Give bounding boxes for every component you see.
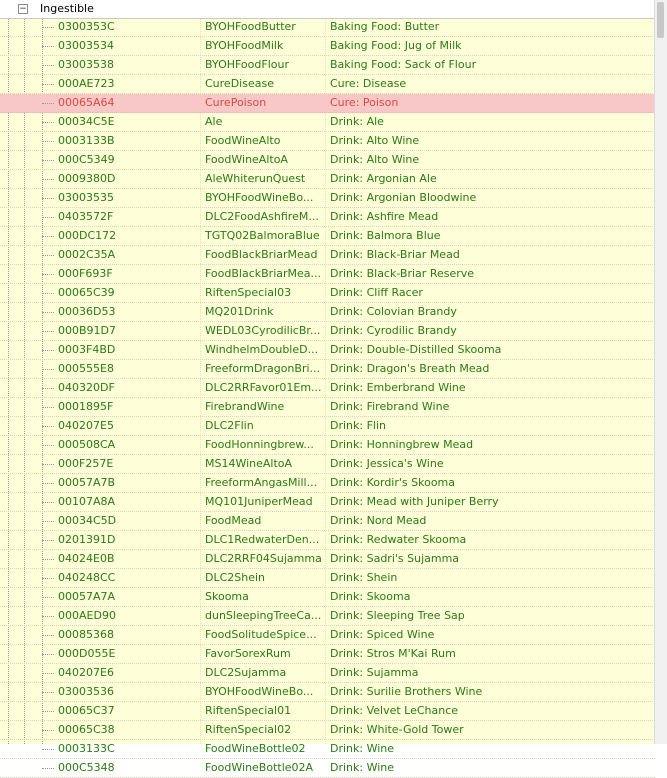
name-cell: Drink: Flin: [330, 419, 387, 432]
tree-connector: [42, 84, 54, 85]
form-id-cell: 00065C37: [58, 704, 115, 717]
table-row[interactable]: [0, 455, 655, 474]
form-id-cell: 0009380D: [58, 172, 116, 185]
table-row[interactable]: [0, 360, 655, 379]
editor-id-cell: FoodWineAlto: [205, 134, 281, 147]
tree-connector: [42, 597, 54, 598]
editor-id-cell: FavorSorexRum: [205, 647, 291, 660]
tree-connector: [42, 711, 54, 712]
tree-connector: [42, 160, 54, 161]
form-id-cell: 000DC172: [58, 229, 117, 242]
tree-connector: [42, 749, 54, 750]
form-id-cell: 0003F4BD: [58, 343, 116, 356]
name-cell: Drink: Argonian Bloodwine: [330, 191, 477, 204]
tree-connector: [42, 426, 54, 427]
editor-id-cell: FreeformAngasMill...: [205, 476, 318, 489]
table-row[interactable]: [0, 303, 655, 322]
editor-id-cell: DLC2RRF04Sujamma: [205, 552, 322, 565]
table-row[interactable]: [0, 512, 655, 531]
form-id-cell: 000C5348: [58, 761, 115, 774]
tree-connector: [42, 502, 54, 503]
form-id-cell: 000AED90: [58, 609, 116, 622]
form-id-cell: 000C5349: [58, 153, 115, 166]
tree-connector: [42, 312, 54, 313]
tree-connector: [42, 217, 54, 218]
tree-connector: [42, 46, 54, 47]
editor-id-cell: FoodHonningbrew...: [205, 438, 314, 451]
name-cell: Drink: Surilie Brothers Wine: [330, 685, 483, 698]
tree-connector: [42, 388, 54, 389]
record-list: [0, 18, 655, 778]
tree-connector: [42, 578, 54, 579]
editor-id-cell: DLC1RedwaterDen...: [205, 533, 320, 546]
table-row[interactable]: [0, 474, 655, 493]
name-cell: Drink: Skooma: [330, 590, 411, 603]
table-row[interactable]: [0, 170, 655, 189]
editor-id-cell: RiftenSpecial02: [205, 723, 292, 736]
editor-id-cell: WEDL03CyrodilicBr...: [205, 324, 321, 337]
name-cell: Drink: Sleeping Tree Sap: [330, 609, 465, 622]
form-id-cell: 03003536: [58, 685, 114, 698]
table-row[interactable]: [0, 265, 655, 284]
table-row[interactable]: [0, 379, 655, 398]
form-id-cell: 040207E5: [58, 419, 114, 432]
table-row[interactable]: [0, 18, 655, 37]
tree-connector: [42, 483, 54, 484]
name-cell: Drink: Ale: [330, 115, 384, 128]
name-cell: Drink: Honningbrew Mead: [330, 438, 474, 451]
editor-id-cell: BYOHFoodFlour: [205, 58, 289, 71]
table-row[interactable]: [0, 56, 655, 75]
name-cell: Drink: Colovian Brandy: [330, 305, 457, 318]
form-id-cell: 0002C35A: [58, 248, 116, 261]
name-cell: Drink: Cliff Racer: [330, 286, 423, 299]
editor-id-cell: CureDisease: [205, 77, 274, 90]
tree-connector: [42, 521, 54, 522]
editor-id-cell: DLC2Sujamma: [205, 666, 287, 679]
table-row[interactable]: [0, 208, 655, 227]
form-id-cell: 00065A64: [58, 96, 115, 109]
name-cell: Drink: Sadri's Sujamma: [330, 552, 460, 565]
name-cell: Baking Food: Butter: [330, 20, 440, 33]
table-row[interactable]: [0, 398, 655, 417]
editor-id-cell: DLC2Shein: [205, 571, 266, 584]
name-cell: Drink: Balmora Blue: [330, 229, 441, 242]
form-id-cell: 00034C5E: [58, 115, 115, 128]
tree-connector: [42, 654, 54, 655]
editor-id-cell: MQ201Drink: [205, 305, 274, 318]
name-cell: Drink: Argonian Ale: [330, 172, 437, 185]
table-row[interactable]: [0, 531, 655, 550]
tree-connector: [42, 445, 54, 446]
editor-id-cell: FoodBlackBriarMea...: [205, 267, 322, 280]
form-id-cell: 03003535: [58, 191, 114, 204]
form-id-cell: 0003133C: [58, 742, 115, 755]
tree-connector: [42, 236, 54, 237]
editor-id-cell: BYOHFoodWineBo...: [205, 191, 314, 204]
table-row[interactable]: [0, 189, 655, 208]
editor-id-cell: Skooma: [205, 590, 249, 603]
editor-id-cell: DLC2RRFavor01Em...: [205, 381, 322, 394]
table-row[interactable]: [0, 683, 655, 702]
editor-id-cell: FreeformDragonBri...: [205, 362, 321, 375]
form-id-cell: 00057A7B: [58, 476, 116, 489]
tree-connector: [42, 559, 54, 560]
name-cell: Drink: Stros M'Kai Rum: [330, 647, 456, 660]
table-row[interactable]: [0, 664, 655, 683]
form-id-cell: 00065C39: [58, 286, 115, 299]
tree-connector: [42, 768, 54, 769]
form-id-cell: 00107A8A: [58, 495, 116, 508]
name-cell: Baking Food: Jug of Milk: [330, 39, 462, 52]
form-id-cell: 00085368: [58, 628, 114, 641]
tree-connector: [42, 673, 54, 674]
form-id-cell: 000555E8: [58, 362, 114, 375]
table-row[interactable]: [0, 607, 655, 626]
tree-connector: [42, 103, 54, 104]
editor-id-cell: RiftenSpecial01: [205, 704, 292, 717]
name-cell: Drink: Shein: [330, 571, 398, 584]
table-row[interactable]: [0, 37, 655, 56]
name-cell: Drink: Ashfire Mead: [330, 210, 439, 223]
tree-connector: [42, 293, 54, 294]
editor-id-cell: FoodWineBottle02: [205, 742, 306, 755]
table-row[interactable]: [0, 151, 655, 170]
table-row[interactable]: [0, 569, 655, 588]
tree-connector: [42, 616, 54, 617]
name-cell: Drink: Cyrodilic Brandy: [330, 324, 457, 337]
scrollbar-thumb[interactable]: [657, 2, 664, 38]
form-id-cell: 000D055E: [58, 647, 116, 660]
name-cell: Drink: Black-Briar Reserve: [330, 267, 475, 280]
name-cell: Drink: Emberbrand Wine: [330, 381, 466, 394]
table-row[interactable]: [0, 702, 655, 721]
name-cell: Drink: Wine: [330, 742, 395, 755]
name-cell: Drink: Double-Distilled Skooma: [330, 343, 502, 356]
editor-id-cell: FoodSolitudeSpice...: [205, 628, 317, 641]
editor-id-cell: dunSleepingTreeCa...: [205, 609, 322, 622]
tree-connector: [42, 122, 54, 123]
name-cell: Drink: Jessica's Wine: [330, 457, 444, 470]
table-row[interactable]: [0, 75, 655, 94]
group-row-ingestible[interactable]: [0, 0, 655, 19]
form-id-cell: 00034C5D: [58, 514, 117, 527]
table-row[interactable]: [0, 94, 655, 113]
form-id-cell: 040207E6: [58, 666, 114, 679]
name-cell: Drink: White-Gold Tower: [330, 723, 464, 736]
editor-id-cell: CurePoison: [205, 96, 267, 109]
table-row[interactable]: [0, 132, 655, 151]
tree-connector: [42, 65, 54, 66]
form-id-cell: 00057A7A: [58, 590, 116, 603]
table-row[interactable]: [0, 436, 655, 455]
tree-connector: [42, 255, 54, 256]
name-cell: Cure: Poison: [330, 96, 399, 109]
editor-id-cell: MQ101JuniperMead: [205, 495, 313, 508]
form-id-cell: 0403572F: [58, 210, 114, 223]
editor-id-cell: FoodBlackBriarMead: [205, 248, 318, 261]
tree-connector: [42, 464, 54, 465]
table-row[interactable]: [0, 740, 655, 759]
name-cell: Drink: Velvet LeChance: [330, 704, 459, 717]
editor-id-cell: BYOHFoodButter: [205, 20, 296, 33]
form-id-cell: 0201391D: [58, 533, 116, 546]
table-row[interactable]: [0, 322, 655, 341]
table-row[interactable]: [0, 626, 655, 645]
form-id-cell: 040248CC: [58, 571, 116, 584]
form-id-cell: 000F693F: [58, 267, 113, 280]
name-cell: Drink: Spiced Wine: [330, 628, 435, 641]
collapse-toggle-icon[interactable]: −: [19, 4, 27, 14]
editor-id-cell: DLC2FoodAshfireM...: [205, 210, 319, 223]
form-id-cell: 04024E0B: [58, 552, 115, 565]
tree-connector: [42, 635, 54, 636]
editor-id-cell: Ale: [205, 115, 223, 128]
table-row[interactable]: [0, 645, 655, 664]
editor-id-cell: WindhelmDoubleD...: [205, 343, 319, 356]
editor-id-cell: AleWhiterunQuest: [205, 172, 306, 185]
editor-id-cell: BYOHFoodWineBo...: [205, 685, 314, 698]
name-cell: Drink: Redwater Skooma: [330, 533, 467, 546]
table-row[interactable]: [0, 246, 655, 265]
form-id-cell: 000B91D7: [58, 324, 117, 337]
tree-connector: [42, 369, 54, 370]
form-id-cell: 000AE723: [58, 77, 115, 90]
form-id-cell: 00036D53: [58, 305, 116, 318]
editor-id-cell: BYOHFoodMilk: [205, 39, 284, 52]
editor-id-cell: DLC2Flin: [205, 419, 254, 432]
editor-id-cell: FoodMead: [205, 514, 262, 527]
tree-connector: [42, 350, 54, 351]
table-row[interactable]: [0, 550, 655, 569]
name-cell: Baking Food: Sack of Flour: [330, 58, 477, 71]
tree-connector: [42, 198, 54, 199]
name-cell: Drink: Dragon's Breath Mead: [330, 362, 490, 375]
editor-id-cell: MS14WineAltoA: [205, 457, 293, 470]
name-cell: Drink: Alto Wine: [330, 134, 420, 147]
form-id-cell: 03003534: [58, 39, 114, 52]
tree-connector: [42, 179, 54, 180]
name-cell: Drink: Black-Briar Mead: [330, 248, 460, 261]
table-row[interactable]: [0, 113, 655, 132]
table-row[interactable]: [0, 493, 655, 512]
table-row[interactable]: [0, 721, 655, 740]
name-cell: Drink: Firebrand Wine: [330, 400, 450, 413]
tree-connector: [42, 141, 54, 142]
name-cell: Cure: Disease: [330, 77, 407, 90]
editor-id-cell: TGTQ02BalmoraBlue: [205, 229, 320, 242]
form-id-cell: 0003133B: [58, 134, 115, 147]
name-cell: Drink: Nord Mead: [330, 514, 427, 527]
tree-connector: [42, 407, 54, 408]
name-cell: Drink: Wine: [330, 761, 395, 774]
form-id-cell: 0300353C: [58, 20, 115, 33]
tree-connector: [42, 540, 54, 541]
tree-connector: [42, 27, 54, 28]
table-row[interactable]: [0, 284, 655, 303]
form-id-cell: 000F257E: [58, 457, 114, 470]
name-cell: Drink: Mead with Juniper Berry: [330, 495, 499, 508]
editor-id-cell: FoodWineAltoA: [205, 153, 288, 166]
table-row[interactable]: [0, 227, 655, 246]
editor-id-cell: FoodWineBottle02A: [205, 761, 314, 774]
name-cell: Drink: Kordir's Skooma: [330, 476, 456, 489]
tree-connector: [42, 730, 54, 731]
form-id-cell: 040320DF: [58, 381, 115, 394]
form-id-cell: 0001895F: [58, 400, 114, 413]
name-cell: Drink: Sujamma: [330, 666, 419, 679]
vertical-scrollbar[interactable]: [654, 0, 667, 744]
group-label: Ingestible: [40, 2, 94, 15]
tree-connector: [42, 692, 54, 693]
form-id-cell: 00065C38: [58, 723, 115, 736]
table-row[interactable]: [0, 588, 655, 607]
table-row[interactable]: [0, 417, 655, 436]
editor-id-cell: FirebrandWine: [205, 400, 285, 413]
name-cell: Drink: Alto Wine: [330, 153, 420, 166]
form-id-cell: 03003538: [58, 58, 114, 71]
editor-id-cell: RiftenSpecial03: [205, 286, 292, 299]
table-row[interactable]: [0, 759, 655, 778]
table-row[interactable]: [0, 341, 655, 360]
form-id-cell: 000508CA: [58, 438, 116, 451]
tree-connector: [42, 274, 54, 275]
tree-connector: [42, 331, 54, 332]
